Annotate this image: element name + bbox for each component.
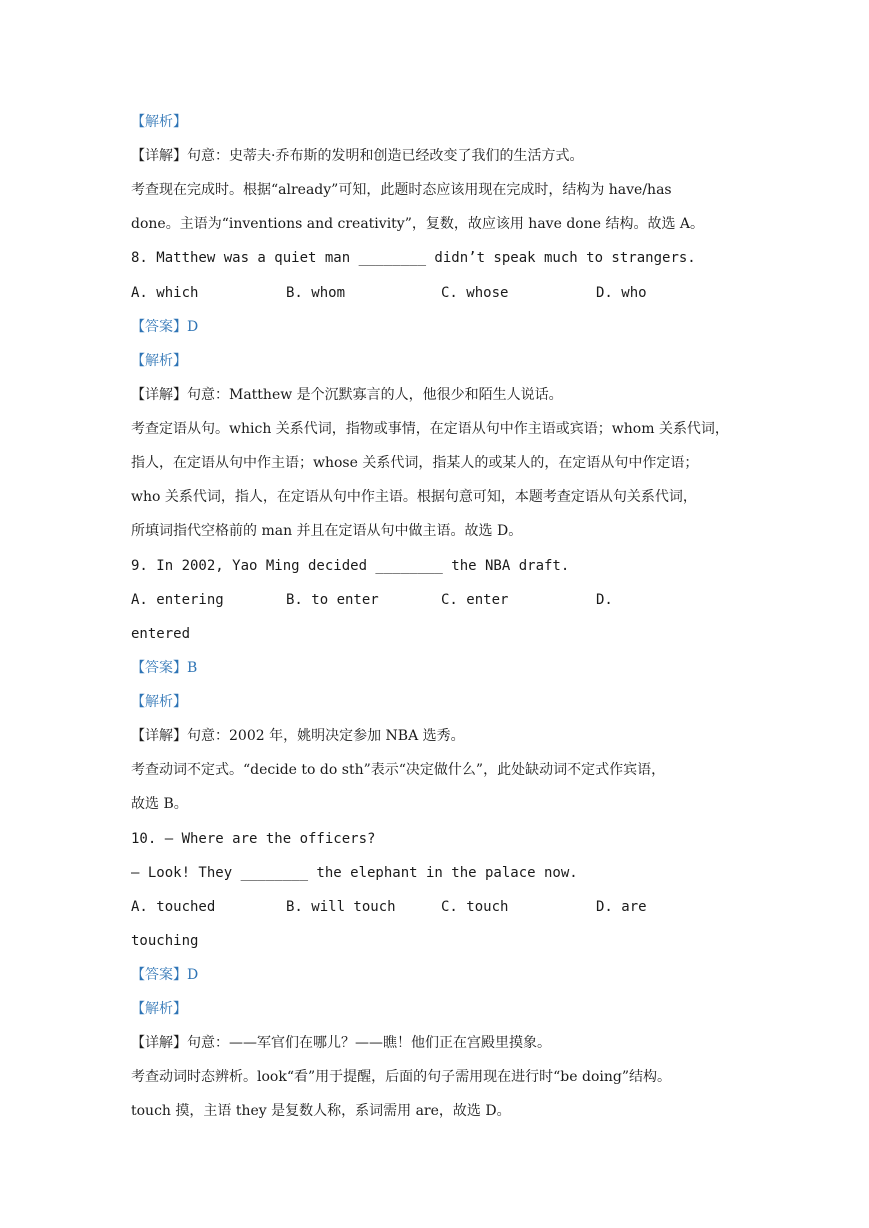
q9-detail: 【详解】句意：2002 年，姚明决定参加 NBA 选秀。 — [131, 728, 465, 744]
q9-explanation-line-1: 考查动词不定式。“decide to do sth”表示“决定做什么”，此处缺动词不定式作宾语， — [131, 762, 666, 778]
q10-answer: 【答案】D — [131, 967, 199, 983]
q8-explanation-line-3: who 关系代词，指人，在定语从句中作主语。根据句意可知，本题考查定语从句关系代词， — [131, 489, 697, 505]
q10-option-d-wrap: touching — [131, 933, 199, 949]
q10-option-c: C. touch — [441, 899, 509, 915]
q9-option-d-wrap: entered — [131, 626, 191, 642]
q8-option-a: A. which — [131, 285, 199, 301]
q9-explanation-line-2: 故选 B。 — [131, 796, 188, 812]
q8-answer: 【答案】D — [131, 319, 199, 335]
q8-explanation-line-1: 考查定语从句。which 关系代词，指物或事情，在定语从句中作主语或宾语；whom 关系代词， — [131, 421, 729, 437]
q8-detail: 【详解】句意：Matthew 是个沉默寡言的人，他很少和陌生人说话。 — [131, 387, 563, 403]
q7-explanation-line-2: done。主语为“inventions and creativity”，复数，故应该用 have done 结构。故选 A。 — [131, 216, 705, 232]
q8-option-d: D. who — [596, 285, 647, 301]
q10-explanation-line-2: touch 摸，主语 they 是复数人称，系词需用 are，故选 D。 — [131, 1103, 511, 1119]
q10-option-d: D. are — [596, 899, 647, 915]
q10-analysis-tag: 【解析】 — [131, 1001, 187, 1017]
q8-question: 8. Matthew was a quiet man ________ didn’t speak much to strangers. — [131, 250, 696, 266]
q8-explanation-line-4: 所填词指代空格前的 man 并且在定语从句中做主语。故选 D。 — [131, 523, 523, 539]
q7-explanation-line-1: 考查现在完成时。根据“already”可知，此题时态应该用现在完成时，结构为 have/has — [131, 182, 672, 198]
q8-explanation-line-2: 指人，在定语从句中作主语；whose 关系代词，指某人的或某人的，在定语从句中作定语； — [131, 455, 699, 471]
q10-detail: 【详解】句意：——军官们在哪儿？——瞧！他们正在宫殿里摸象。 — [131, 1035, 551, 1051]
q10-option-b: B. will touch — [286, 899, 396, 915]
q10-options — [131, 897, 751, 931]
q10-question: 10. — Where are the officers? — [131, 831, 376, 847]
q9-options — [131, 590, 751, 624]
q8-option-c: C. whose — [441, 285, 509, 301]
q9-question: 9. In 2002, Yao Ming decided ________ the NBA draft. — [131, 558, 570, 574]
q9-option-c: C. enter — [441, 592, 509, 608]
q10-explanation-line-1: 考查动词时态辨析。look“看”用于提醒，后面的句子需用现在进行时“be doing”结构。 — [131, 1069, 671, 1085]
q9-option-a: A. entering — [131, 592, 224, 608]
q8-options — [131, 283, 751, 317]
q10-option-a: A. touched — [131, 899, 216, 915]
q10-reply: — Look! They ________ the elephant in the palace now. — [131, 865, 578, 881]
q9-option-b: B. to enter — [286, 592, 379, 608]
q9-answer: 【答案】B — [131, 660, 198, 676]
q7-analysis-tag: 【解析】 — [131, 114, 187, 130]
q8-option-b: B. whom — [286, 285, 346, 301]
q8-analysis-tag: 【解析】 — [131, 353, 187, 369]
q9-option-d: D. — [596, 592, 613, 608]
q7-detail: 【详解】句意：史蒂夫·乔布斯的发明和创造已经改变了我们的生活方式。 — [131, 148, 584, 164]
q9-analysis-tag: 【解析】 — [131, 694, 187, 710]
